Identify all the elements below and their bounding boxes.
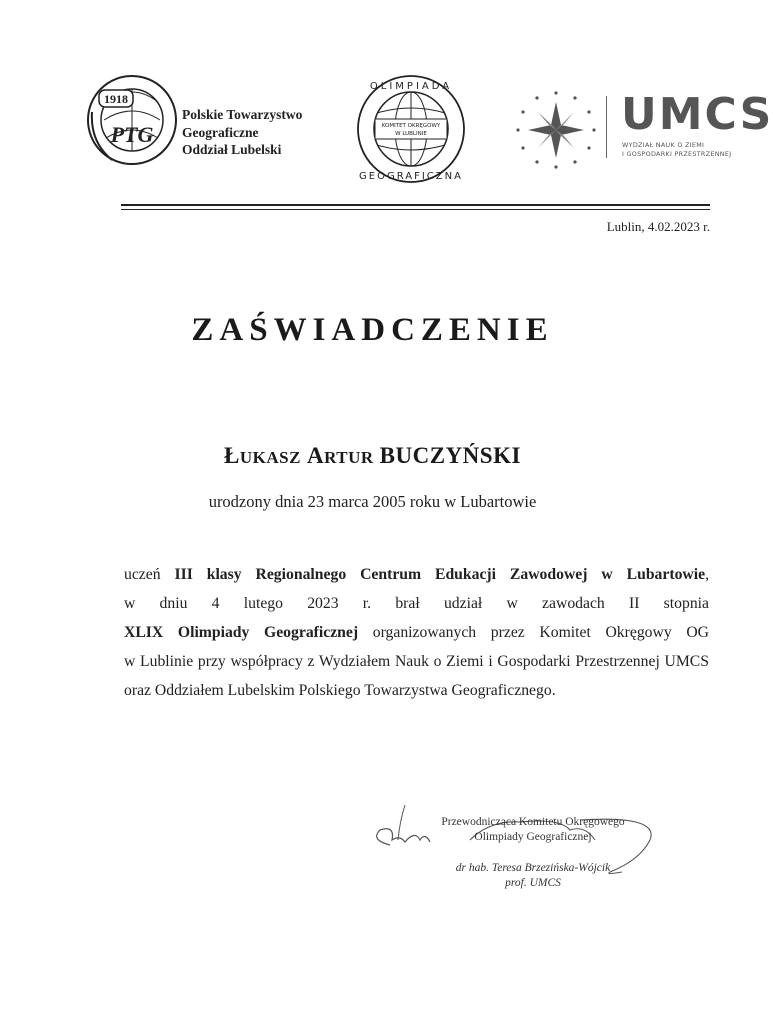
first-name-initial: Ł: [224, 443, 240, 468]
svg-text:PTG: PTG: [110, 122, 154, 147]
signature-block: [438, 815, 628, 891]
header-rule-thin: [121, 209, 710, 210]
svg-text:KOMITET OKRĘGOWY: KOMITET OKRĘGOWY: [381, 123, 441, 129]
body-line-1: [124, 560, 709, 589]
signatory-role-1: Przewodnicząca Komitetu Okręgowego: [441, 816, 625, 828]
body-comma: ,: [705, 566, 710, 583]
header-rule-thick: [121, 204, 710, 206]
umcs-compass-logo: [508, 88, 604, 172]
svg-text:OLIMPIADA: OLIMPIADA: [369, 81, 453, 92]
school-class: III klasy Regionalnego Centrum Edukacji Zawodowej w Lubartowie: [174, 566, 706, 583]
ptg-line-1: Polskie Towarzystwo: [182, 107, 303, 122]
signatory-role-2: Olimpiady Geograficznej: [474, 831, 592, 843]
second-name-initial: A: [306, 443, 325, 468]
svg-text:W LUBLINIE: W LUBLINIE: [395, 131, 427, 137]
umcs-subtitle: [622, 141, 731, 159]
svg-text:1918: 1918: [104, 92, 128, 106]
ptg-line-3: Oddział Lubelski: [182, 142, 282, 157]
signatory-name: dr hab. Teresa Brzezińska-Wójcik: [455, 862, 611, 874]
ptg-logo: [84, 72, 180, 168]
umcs-divider: [606, 96, 607, 158]
recipient-name: [0, 443, 745, 469]
body-prefix: uczeń: [124, 566, 161, 583]
ptg-line-2: Geograficzne: [182, 124, 259, 140]
document-title: ZAŚWIADCZENIE: [191, 312, 554, 348]
umcs-sub-line-2: I GOSPODARKI PRZESTRZENNEJ: [622, 150, 732, 158]
body-line-3: [124, 618, 709, 647]
signatory-title: prof. UMCS: [505, 877, 561, 889]
body-organizer: organizowanych przez Komitet Okręgowy OG: [372, 624, 709, 641]
umcs-sub-line-1: WYDZIAŁ NAUK O ZIEMI: [622, 141, 705, 149]
body-line-2: w dniu 4 lutego 2023 r. brał udział w zawodach II stopnia: [124, 595, 709, 612]
svg-text:GEOGRAFICZNA: GEOGRAFICZNA: [359, 171, 463, 182]
second-name-rest: RTUR: [324, 448, 374, 467]
certificate-body: [124, 560, 709, 705]
body-line-4: w Lublinie przy współpracy z Wydziałem Nauk o Ziemi i Gospodarki Przestrzennej UMCS oraz Oddziałem Lubelskim Polskiego Towarzystwa Geograficznego.: [124, 653, 709, 699]
olympiad-name: XLIX Olimpiady Geograficznej: [124, 624, 359, 641]
umcs-wordmark: UMCS: [621, 89, 773, 140]
birth-line: urodzony dnia 23 marca 2005 roku w Lubartowie: [208, 492, 537, 511]
issue-date: Lublin, 4.02.2023 r.: [606, 219, 710, 234]
olympiad-logo: [355, 73, 467, 185]
surname: BUCZYŃSKI: [379, 443, 521, 468]
first-name-rest: UKASZ: [239, 448, 301, 467]
ptg-name: [182, 106, 302, 159]
